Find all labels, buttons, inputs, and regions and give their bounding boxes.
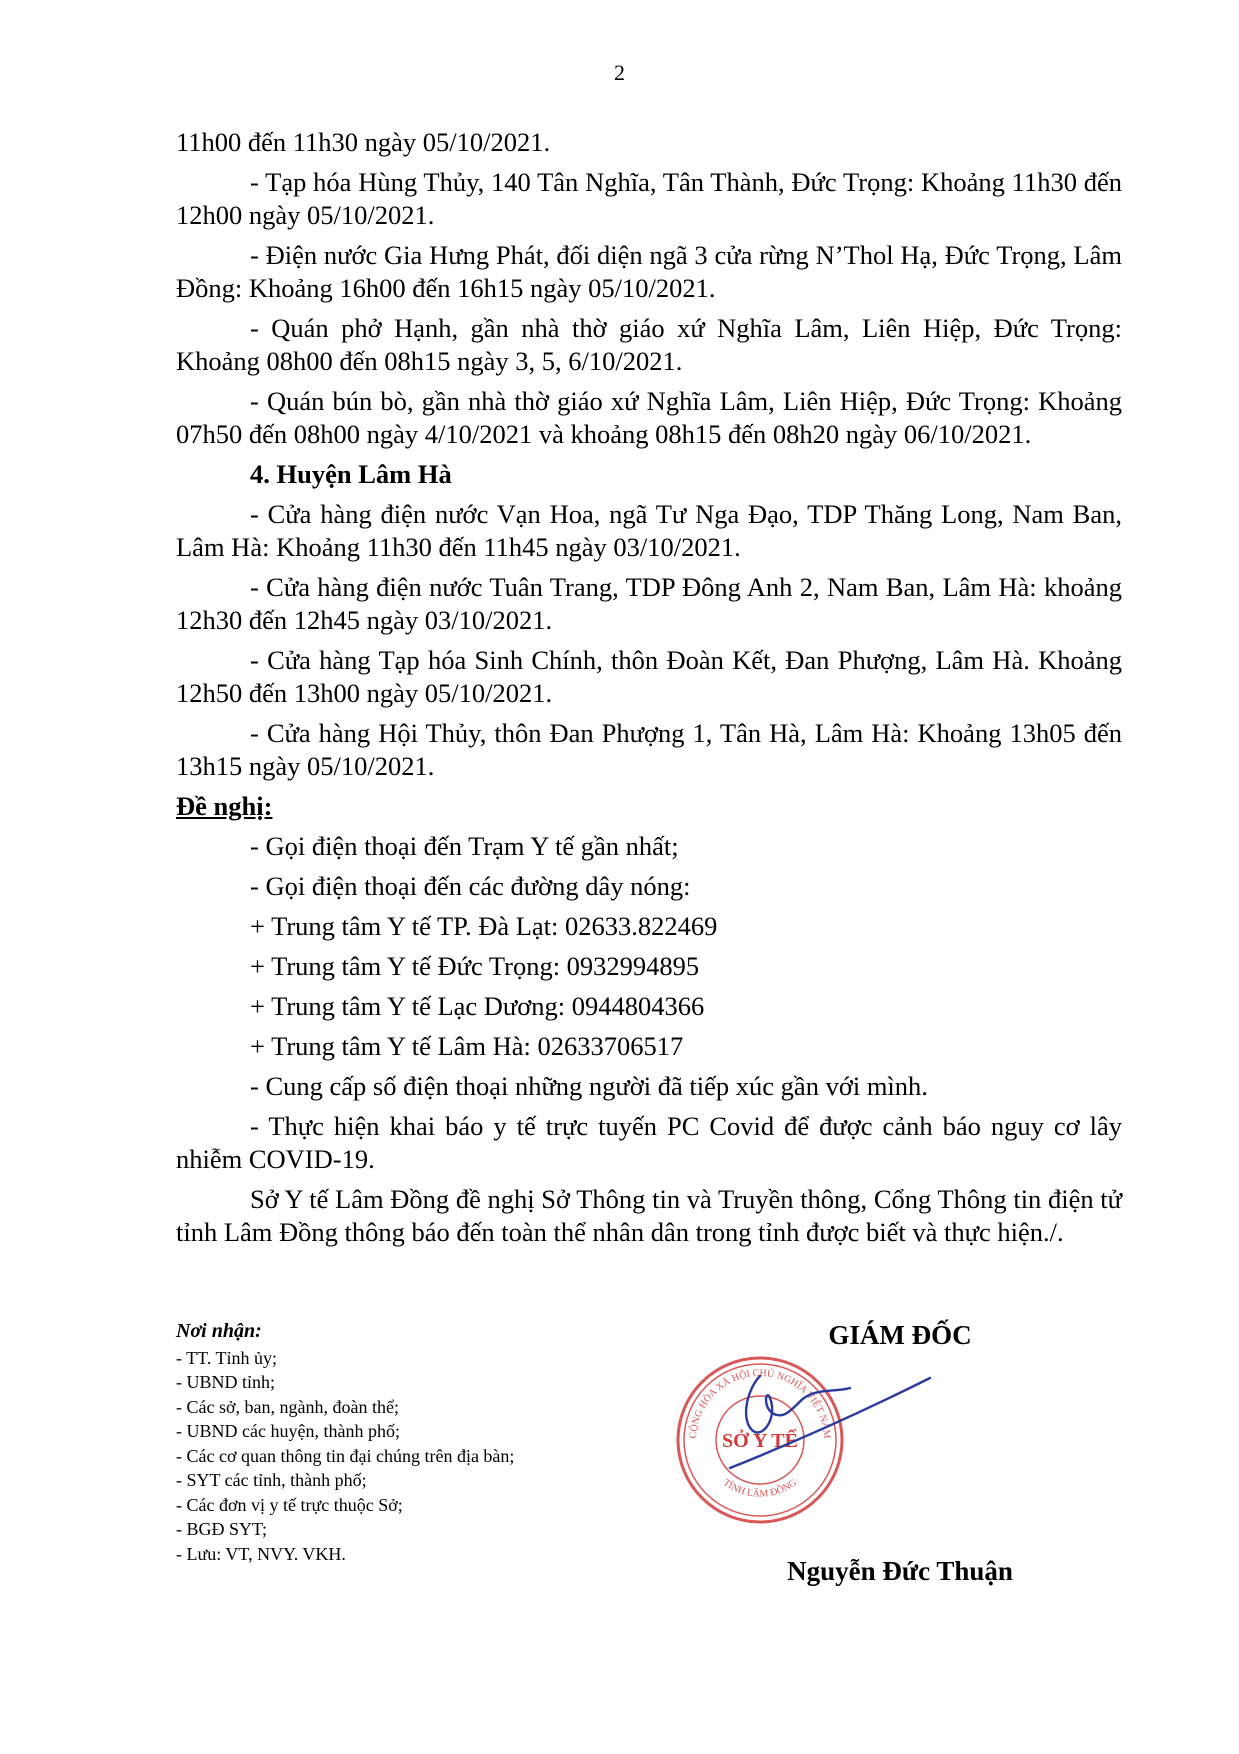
paragraph: - Tạp hóa Hùng Thủy, 140 Tân Nghĩa, Tân Thành, Đức Trọng: Khoảng 11h30 đến 12h00 ngày 05/10/2021.	[176, 167, 1122, 230]
signer-name: Nguyễn Đức Thuận	[787, 1556, 1013, 1586]
hotline-item: + Trung tâm Y tế Lạc Dương: 0944804366	[250, 991, 705, 1021]
signer-title: GIÁM ĐỐC	[828, 1320, 972, 1350]
recipient-item: - Lưu: VT, NVY. VKH.	[176, 1543, 346, 1564]
de-nghi-heading: Đề nghị:	[176, 791, 273, 821]
hotline-item: + Trung tâm Y tế TP. Đà Lạt: 02633.822469	[250, 911, 718, 941]
recipient-item: - Các đơn vị y tế trực thuộc Sở;	[176, 1494, 403, 1515]
recipient-item: - SYT các tỉnh, thành phố;	[176, 1470, 367, 1490]
svg-text:TỈNH LÂM ĐỒNG	[721, 1477, 799, 1500]
recipient-item: - TT. Tỉnh ủy;	[176, 1347, 277, 1368]
paragraph: - Cửa hàng điện nước Vạn Hoa, ngã Tư Nga Đạo, TDP Thăng Long, Nam Ban, Lâm Hà: Khoảng 11h30 đến 11h45 ngày 03/10/2021.	[176, 499, 1122, 562]
closing-paragraph: Sở Y tế Lâm Đồng đề nghị Sở Thông tin và Truyền thông, Cổng Thông tin điện tử tỉnh Lâm Đồng thông báo đến toàn thể nhân dân trong tỉnh được biết và thực hiện./.	[176, 1184, 1122, 1247]
paragraph: - Quán phở Hạnh, gần nhà thờ giáo xứ Nghĩa Lâm, Liên Hiệp, Đức Trọng: Khoảng 08h00 đến 08h15 ngày 3, 5, 6/10/2021.	[176, 313, 1122, 376]
page-number: 2	[614, 60, 625, 85]
document-body	[176, 126, 1122, 1256]
paragraph: - Cửa hàng điện nước Tuân Trang, TDP Đông Anh 2, Nam Ban, Lâm Hà: khoảng 12h30 đến 12h45 ngày 03/10/2021.	[176, 572, 1122, 635]
list-item: - Cung cấp số điện thoại những người đã tiếp xúc gần với mình.	[250, 1071, 928, 1101]
stamp-ring-top-text: CỘNG HÒA XÃ HỘI CHỦ NGHĨA VIỆT NAM	[687, 1367, 833, 1439]
hotline-item: + Trung tâm Y tế Đức Trọng: 0932994895	[250, 951, 700, 981]
paragraph: - Quán bún bò, gần nhà thờ giáo xứ Nghĩa Lâm, Liên Hiệp, Đức Trọng: Khoảng 07h50 đến 08h00 ngày 4/10/2021 và khoảng 08h15 đến 08h20 ngày 06/10/2021.	[176, 386, 1122, 449]
recipients-block	[176, 1319, 646, 1566]
paragraph: - Cửa hàng Hội Thủy, thôn Đan Phượng 1, Tân Hà, Lâm Hà: Khoảng 13h05 đến 13h15 ngày 05/10/2021.	[176, 718, 1122, 781]
recipients-title: Nơi nhận:	[176, 1320, 262, 1342]
list-item: - Gọi điện thoại đến các đường dây nóng:	[250, 871, 691, 901]
hotline-item: + Trung tâm Y tế Lâm Hà: 02633706517	[250, 1031, 684, 1061]
paragraph: - Cửa hàng Tạp hóa Sinh Chính, thôn Đoàn Kết, Đan Phượng, Lâm Hà. Khoảng 12h50 đến 13h00 ngày 05/10/2021.	[176, 645, 1122, 708]
recipient-item: - Các sở, ban, ngành, đoàn thể;	[176, 1396, 399, 1417]
list-item: - Gọi điện thoại đến Trạm Y tế gần nhất;	[250, 831, 679, 861]
handwritten-signature	[700, 1358, 980, 1478]
recipient-item: - BGĐ SYT;	[176, 1519, 268, 1539]
stamp-ring-bottom-text: TỈNH LÂM ĐỒNG	[721, 1477, 799, 1500]
paragraph: - Điện nước Gia Hưng Phát, đối diện ngã 3 cửa rừng N’Thol Hạ, Đức Trọng, Lâm Đồng: Khoảng 16h00 đến 16h15 ngày 05/10/2021.	[176, 240, 1122, 303]
paragraph: 11h00 đến 11h30 ngày 05/10/2021.	[176, 127, 551, 157]
stamp-center-text: SỞ Y TẾ	[722, 1430, 798, 1452]
recipient-item: - Các cơ quan thông tin đại chúng trên địa bàn;	[176, 1445, 515, 1466]
recipient-item: - UBND các huyện, thành phố;	[176, 1421, 400, 1441]
recipient-item: - UBND tỉnh;	[176, 1372, 275, 1392]
section-heading: 4. Huyện Lâm Hà	[250, 459, 452, 489]
list-item: - Thực hiện khai báo y tế trực tuyến PC Covid để được cảnh báo nguy cơ lây nhiễm COVID-19.	[176, 1111, 1122, 1174]
